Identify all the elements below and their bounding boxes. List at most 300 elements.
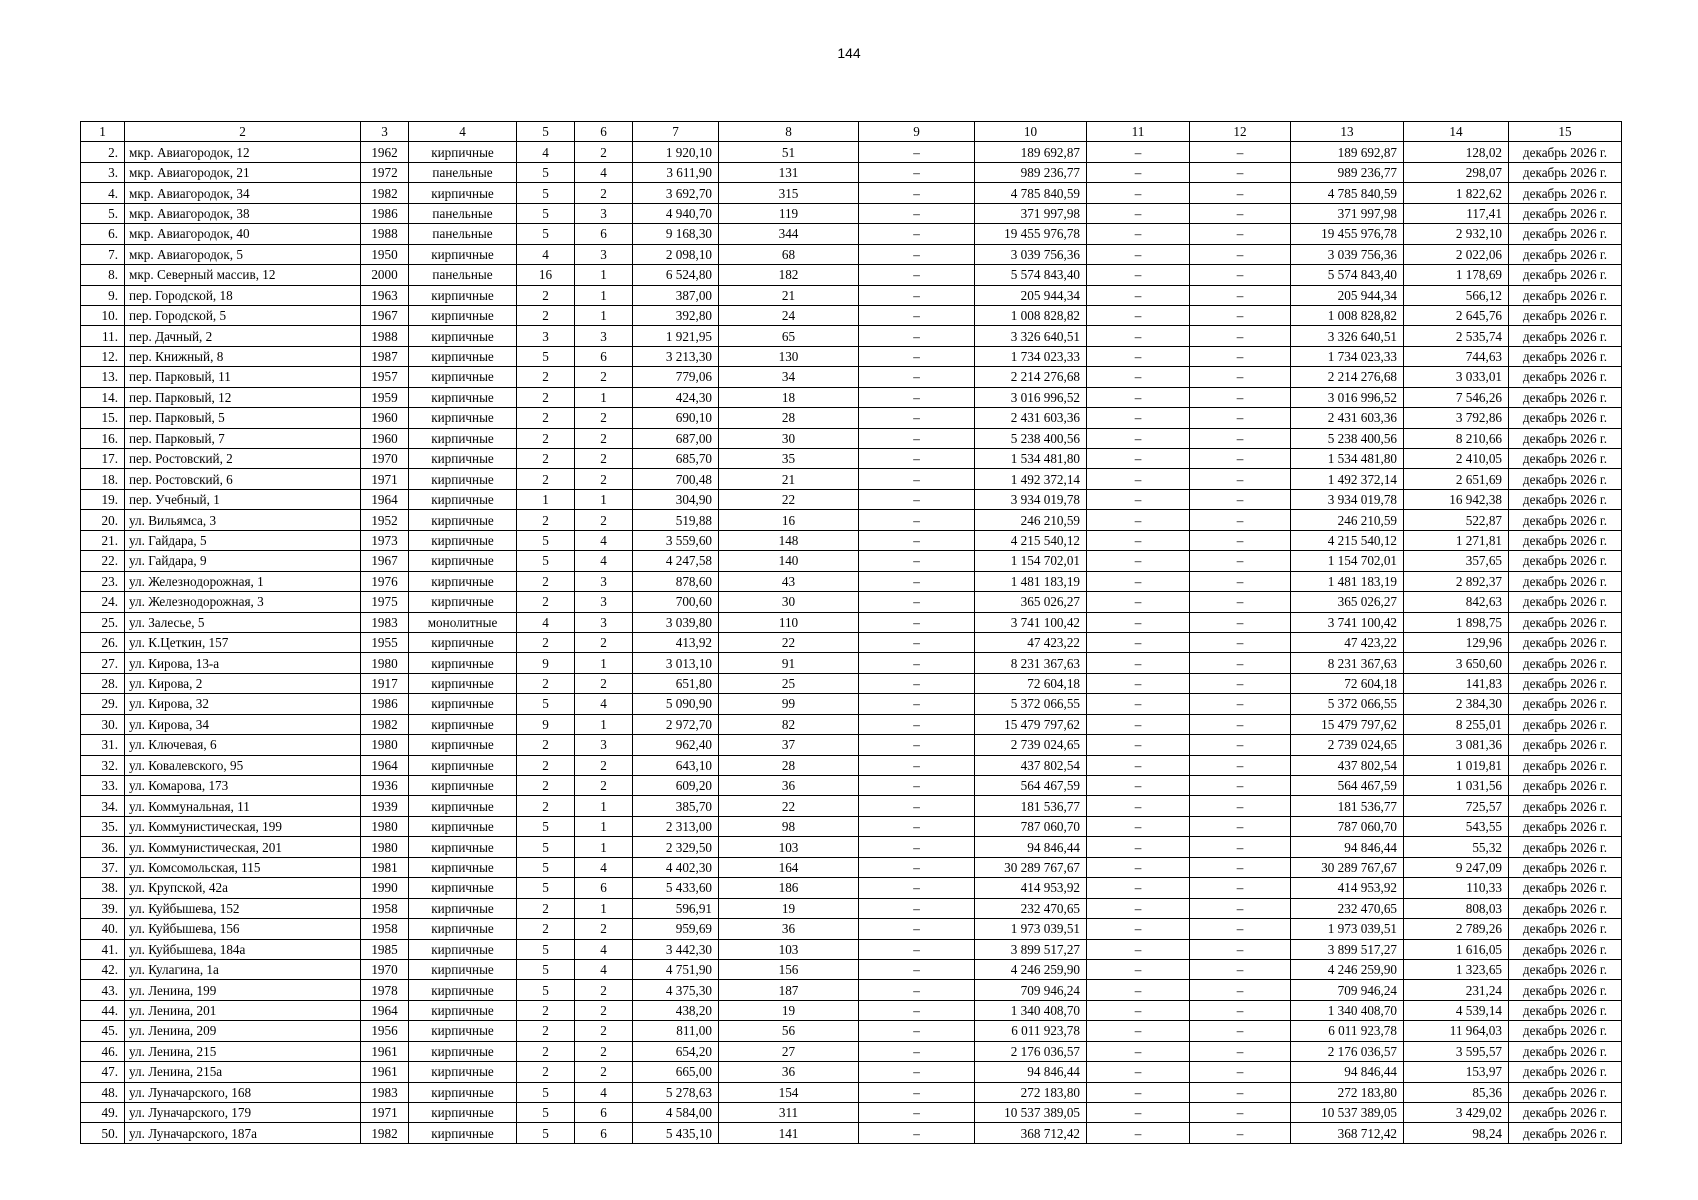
cell-year-built: 1958 bbox=[361, 898, 409, 918]
cell-deadline: декабрь 2026 г. bbox=[1509, 387, 1622, 407]
cell-col-12: – bbox=[1190, 183, 1291, 203]
cell-cost-total: 3 741 100,42 bbox=[975, 612, 1087, 632]
table-row bbox=[81, 551, 1622, 571]
cell-col-9: – bbox=[859, 305, 975, 325]
cell-col-12: – bbox=[1190, 408, 1291, 428]
cell-area: 3 442,30 bbox=[633, 939, 719, 959]
cell-year-built: 1980 bbox=[361, 653, 409, 673]
cell-col-9: – bbox=[859, 959, 975, 979]
cell-area: 4 402,30 bbox=[633, 857, 719, 877]
cell-area: 5 278,63 bbox=[633, 1082, 719, 1102]
cell-entrances: 4 bbox=[575, 551, 633, 571]
cell-col-11: – bbox=[1087, 305, 1190, 325]
table-row bbox=[81, 203, 1622, 223]
cell-area: 959,69 bbox=[633, 919, 719, 939]
cell-cost-final: 181 536,77 bbox=[1291, 796, 1404, 816]
cell-entrances: 2 bbox=[575, 510, 633, 530]
cell-residents: 36 bbox=[719, 776, 859, 796]
cell-floors: 5 bbox=[517, 551, 575, 571]
cell-floors: 5 bbox=[517, 857, 575, 877]
table-row bbox=[81, 755, 1622, 775]
cell-cost-total: 94 846,44 bbox=[975, 1062, 1087, 1082]
cell-area: 3 039,80 bbox=[633, 612, 719, 632]
cell-address: ул. Ленина, 215а bbox=[125, 1062, 361, 1082]
cell-year-built: 1982 bbox=[361, 1123, 409, 1143]
cell-wall-material: монолитные bbox=[409, 612, 517, 632]
cell-col-9: – bbox=[859, 428, 975, 448]
cell-col-12: – bbox=[1190, 837, 1291, 857]
cell-year-built: 1970 bbox=[361, 449, 409, 469]
cell-cost-per-unit: 141,83 bbox=[1404, 673, 1509, 693]
cell-wall-material: кирпичные bbox=[409, 428, 517, 448]
cell-wall-material: кирпичные bbox=[409, 551, 517, 571]
cell-deadline: декабрь 2026 г. bbox=[1509, 878, 1622, 898]
cell-cost-per-unit: 1 019,81 bbox=[1404, 755, 1509, 775]
cell-floors: 5 bbox=[517, 183, 575, 203]
cell-deadline: декабрь 2026 г. bbox=[1509, 1000, 1622, 1020]
cell-residents: 103 bbox=[719, 837, 859, 857]
cell-deadline: декабрь 2026 г. bbox=[1509, 592, 1622, 612]
cell-address: ул. Кирова, 32 bbox=[125, 694, 361, 714]
cell-row-index: 49. bbox=[81, 1103, 125, 1123]
cell-area: 3 692,70 bbox=[633, 183, 719, 203]
cell-col-11: – bbox=[1087, 408, 1190, 428]
cell-col-9: – bbox=[859, 367, 975, 387]
table-row bbox=[81, 1000, 1622, 1020]
cell-residents: 19 bbox=[719, 898, 859, 918]
cell-year-built: 1985 bbox=[361, 939, 409, 959]
cell-floors: 5 bbox=[517, 694, 575, 714]
cell-col-9: – bbox=[859, 265, 975, 285]
cell-entrances: 1 bbox=[575, 387, 633, 407]
cell-col-12: – bbox=[1190, 510, 1291, 530]
cell-col-11: – bbox=[1087, 653, 1190, 673]
table-row bbox=[81, 1021, 1622, 1041]
cell-entrances: 1 bbox=[575, 653, 633, 673]
cell-cost-per-unit: 1 271,81 bbox=[1404, 530, 1509, 550]
cell-deadline: декабрь 2026 г. bbox=[1509, 653, 1622, 673]
cell-cost-final: 3 326 640,51 bbox=[1291, 326, 1404, 346]
cell-col-11: – bbox=[1087, 1000, 1190, 1020]
cell-area: 5 435,10 bbox=[633, 1123, 719, 1143]
cell-col-11: – bbox=[1087, 837, 1190, 857]
cell-col-11: – bbox=[1087, 387, 1190, 407]
cell-col-12: – bbox=[1190, 632, 1291, 652]
cell-residents: 37 bbox=[719, 735, 859, 755]
cell-address: мкр. Авиагородок, 21 bbox=[125, 162, 361, 182]
cell-area: 4 247,58 bbox=[633, 551, 719, 571]
cell-col-9: – bbox=[859, 592, 975, 612]
cell-deadline: декабрь 2026 г. bbox=[1509, 755, 1622, 775]
cell-address: ул. Комарова, 173 bbox=[125, 776, 361, 796]
cell-cost-per-unit: 2 410,05 bbox=[1404, 449, 1509, 469]
cell-deadline: декабрь 2026 г. bbox=[1509, 1021, 1622, 1041]
cell-deadline: декабрь 2026 г. bbox=[1509, 673, 1622, 693]
cell-address: ул. Ковалевского, 95 bbox=[125, 755, 361, 775]
cell-wall-material: кирпичные bbox=[409, 1082, 517, 1102]
cell-row-index: 33. bbox=[81, 776, 125, 796]
cell-floors: 9 bbox=[517, 653, 575, 673]
cell-cost-final: 3 899 517,27 bbox=[1291, 939, 1404, 959]
cell-row-index: 38. bbox=[81, 878, 125, 898]
cell-col-9: – bbox=[859, 1021, 975, 1041]
cell-residents: 36 bbox=[719, 1062, 859, 1082]
cell-residents: 140 bbox=[719, 551, 859, 571]
cell-cost-final: 365 026,27 bbox=[1291, 592, 1404, 612]
cell-col-11: – bbox=[1087, 694, 1190, 714]
cell-deadline: декабрь 2026 г. bbox=[1509, 735, 1622, 755]
cell-entrances: 3 bbox=[575, 203, 633, 223]
cell-cost-per-unit: 2 651,69 bbox=[1404, 469, 1509, 489]
cell-cost-total: 2 176 036,57 bbox=[975, 1041, 1087, 1061]
cell-cost-total: 3 934 019,78 bbox=[975, 489, 1087, 509]
cell-area: 3 013,10 bbox=[633, 653, 719, 673]
cell-wall-material: кирпичные bbox=[409, 305, 517, 325]
cell-year-built: 1962 bbox=[361, 142, 409, 162]
cell-residents: 131 bbox=[719, 162, 859, 182]
cell-wall-material: кирпичные bbox=[409, 1021, 517, 1041]
cell-address: ул. Ленина, 215 bbox=[125, 1041, 361, 1061]
table-row bbox=[81, 571, 1622, 591]
cell-entrances: 4 bbox=[575, 857, 633, 877]
cell-row-index: 14. bbox=[81, 387, 125, 407]
cell-address: пер. Городской, 5 bbox=[125, 305, 361, 325]
cell-col-11: – bbox=[1087, 857, 1190, 877]
table-row bbox=[81, 1103, 1622, 1123]
cell-residents: 103 bbox=[719, 939, 859, 959]
cell-floors: 9 bbox=[517, 714, 575, 734]
cell-floors: 2 bbox=[517, 1021, 575, 1041]
cell-address: ул. Луначарского, 187а bbox=[125, 1123, 361, 1143]
cell-year-built: 1976 bbox=[361, 571, 409, 591]
cell-deadline: декабрь 2026 г. bbox=[1509, 408, 1622, 428]
cell-wall-material: панельные bbox=[409, 162, 517, 182]
cell-floors: 5 bbox=[517, 203, 575, 223]
cell-area: 9 168,30 bbox=[633, 224, 719, 244]
cell-row-index: 41. bbox=[81, 939, 125, 959]
cell-entrances: 2 bbox=[575, 408, 633, 428]
cell-wall-material: кирпичные bbox=[409, 183, 517, 203]
table-row bbox=[81, 1041, 1622, 1061]
cell-col-12: – bbox=[1190, 428, 1291, 448]
cell-address: ул. Ленина, 201 bbox=[125, 1000, 361, 1020]
cell-col-12: – bbox=[1190, 469, 1291, 489]
cell-area: 2 972,70 bbox=[633, 714, 719, 734]
cell-col-11: – bbox=[1087, 244, 1190, 264]
cell-cost-total: 6 011 923,78 bbox=[975, 1021, 1087, 1041]
cell-wall-material: кирпичные bbox=[409, 735, 517, 755]
cell-col-11: – bbox=[1087, 510, 1190, 530]
cell-deadline: декабрь 2026 г. bbox=[1509, 551, 1622, 571]
cell-cost-final: 1 154 702,01 bbox=[1291, 551, 1404, 571]
cell-wall-material: кирпичные bbox=[409, 367, 517, 387]
cell-address: ул. Коммунистическая, 199 bbox=[125, 816, 361, 836]
cell-area: 4 375,30 bbox=[633, 980, 719, 1000]
cell-wall-material: кирпичные bbox=[409, 673, 517, 693]
cell-address: пер. Парковый, 5 bbox=[125, 408, 361, 428]
cell-cost-per-unit: 725,57 bbox=[1404, 796, 1509, 816]
cell-residents: 30 bbox=[719, 592, 859, 612]
table-row bbox=[81, 428, 1622, 448]
cell-year-built: 1986 bbox=[361, 694, 409, 714]
cell-col-12: – bbox=[1190, 449, 1291, 469]
cell-col-9: – bbox=[859, 1000, 975, 1020]
cell-cost-per-unit: 8 255,01 bbox=[1404, 714, 1509, 734]
cell-floors: 4 bbox=[517, 244, 575, 264]
cell-col-11: – bbox=[1087, 449, 1190, 469]
cell-year-built: 2000 bbox=[361, 265, 409, 285]
cell-address: ул. Ленина, 199 bbox=[125, 980, 361, 1000]
cell-cost-total: 3 016 996,52 bbox=[975, 387, 1087, 407]
cell-col-12: – bbox=[1190, 551, 1291, 571]
cell-address: мкр. Северный массив, 12 bbox=[125, 265, 361, 285]
cell-row-index: 45. bbox=[81, 1021, 125, 1041]
cell-col-11: – bbox=[1087, 898, 1190, 918]
cell-cost-total: 5 238 400,56 bbox=[975, 428, 1087, 448]
cell-col-12: – bbox=[1190, 612, 1291, 632]
cell-wall-material: кирпичные bbox=[409, 776, 517, 796]
cell-col-11: – bbox=[1087, 1123, 1190, 1143]
cell-cost-final: 6 011 923,78 bbox=[1291, 1021, 1404, 1041]
cell-floors: 3 bbox=[517, 326, 575, 346]
cell-cost-final: 47 423,22 bbox=[1291, 632, 1404, 652]
cell-cost-final: 15 479 797,62 bbox=[1291, 714, 1404, 734]
cell-entrances: 2 bbox=[575, 632, 633, 652]
cell-floors: 2 bbox=[517, 428, 575, 448]
cell-year-built: 1959 bbox=[361, 387, 409, 407]
cell-deadline: декабрь 2026 г. bbox=[1509, 980, 1622, 1000]
cell-cost-total: 1 008 828,82 bbox=[975, 305, 1087, 325]
cell-address: ул. Кулагина, 1а bbox=[125, 959, 361, 979]
cell-cost-final: 189 692,87 bbox=[1291, 142, 1404, 162]
cell-address: ул. Куйбышева, 184а bbox=[125, 939, 361, 959]
cell-cost-final: 709 946,24 bbox=[1291, 980, 1404, 1000]
cell-residents: 91 bbox=[719, 653, 859, 673]
cell-col-11: – bbox=[1087, 1103, 1190, 1123]
cell-residents: 21 bbox=[719, 285, 859, 305]
cell-residents: 344 bbox=[719, 224, 859, 244]
table-row bbox=[81, 898, 1622, 918]
cell-entrances: 4 bbox=[575, 162, 633, 182]
cell-cost-final: 4 246 259,90 bbox=[1291, 959, 1404, 979]
cell-entrances: 2 bbox=[575, 1062, 633, 1082]
cell-area: 304,90 bbox=[633, 489, 719, 509]
cell-col-9: – bbox=[859, 980, 975, 1000]
cell-year-built: 1961 bbox=[361, 1062, 409, 1082]
table-row bbox=[81, 367, 1622, 387]
cell-col-11: – bbox=[1087, 632, 1190, 652]
cell-col-9: – bbox=[859, 510, 975, 530]
cell-col-9: – bbox=[859, 449, 975, 469]
cell-wall-material: кирпичные bbox=[409, 530, 517, 550]
cell-floors: 5 bbox=[517, 224, 575, 244]
cell-year-built: 1967 bbox=[361, 305, 409, 325]
table-row bbox=[81, 1082, 1622, 1102]
cell-cost-total: 564 467,59 bbox=[975, 776, 1087, 796]
cell-cost-final: 2 739 024,65 bbox=[1291, 735, 1404, 755]
cell-col-12: – bbox=[1190, 653, 1291, 673]
cell-deadline: декабрь 2026 г. bbox=[1509, 489, 1622, 509]
cell-row-index: 40. bbox=[81, 919, 125, 939]
cell-col-12: – bbox=[1190, 755, 1291, 775]
cell-year-built: 1964 bbox=[361, 1000, 409, 1020]
cell-col-11: – bbox=[1087, 203, 1190, 223]
cell-col-11: – bbox=[1087, 959, 1190, 979]
cell-col-11: – bbox=[1087, 735, 1190, 755]
cell-col-12: – bbox=[1190, 571, 1291, 591]
column-number-cell: 12 bbox=[1190, 122, 1291, 142]
cell-col-9: – bbox=[859, 203, 975, 223]
cell-area: 3 611,90 bbox=[633, 162, 719, 182]
cell-col-9: – bbox=[859, 326, 975, 346]
cell-col-9: – bbox=[859, 1123, 975, 1143]
cell-col-9: – bbox=[859, 1041, 975, 1061]
cell-cost-per-unit: 98,24 bbox=[1404, 1123, 1509, 1143]
cell-col-11: – bbox=[1087, 592, 1190, 612]
cell-year-built: 1971 bbox=[361, 469, 409, 489]
cell-residents: 119 bbox=[719, 203, 859, 223]
cell-cost-total: 368 712,42 bbox=[975, 1123, 1087, 1143]
cell-cost-total: 205 944,34 bbox=[975, 285, 1087, 305]
cell-area: 2 098,10 bbox=[633, 244, 719, 264]
cell-cost-per-unit: 2 022,06 bbox=[1404, 244, 1509, 264]
cell-wall-material: кирпичные bbox=[409, 1123, 517, 1143]
cell-cost-per-unit: 543,55 bbox=[1404, 816, 1509, 836]
cell-cost-per-unit: 55,32 bbox=[1404, 837, 1509, 857]
cell-cost-final: 414 953,92 bbox=[1291, 878, 1404, 898]
cell-cost-total: 2 214 276,68 bbox=[975, 367, 1087, 387]
cell-wall-material: кирпичные bbox=[409, 1000, 517, 1020]
cell-floors: 2 bbox=[517, 367, 575, 387]
cell-deadline: декабрь 2026 г. bbox=[1509, 469, 1622, 489]
cell-residents: 43 bbox=[719, 571, 859, 591]
cell-wall-material: кирпичные bbox=[409, 939, 517, 959]
cell-col-9: – bbox=[859, 408, 975, 428]
cell-residents: 187 bbox=[719, 980, 859, 1000]
cell-entrances: 4 bbox=[575, 959, 633, 979]
cell-entrances: 1 bbox=[575, 489, 633, 509]
table-row bbox=[81, 980, 1622, 1000]
cell-cost-final: 4 785 840,59 bbox=[1291, 183, 1404, 203]
cell-col-12: – bbox=[1190, 1000, 1291, 1020]
cell-entrances: 1 bbox=[575, 285, 633, 305]
cell-address: ул. Коммунистическая, 201 bbox=[125, 837, 361, 857]
cell-deadline: декабрь 2026 г. bbox=[1509, 1103, 1622, 1123]
cell-floors: 5 bbox=[517, 837, 575, 857]
cell-residents: 182 bbox=[719, 265, 859, 285]
cell-col-12: – bbox=[1190, 919, 1291, 939]
housing-registry-table bbox=[80, 121, 1622, 1144]
cell-cost-final: 3 741 100,42 bbox=[1291, 612, 1404, 632]
cell-year-built: 1939 bbox=[361, 796, 409, 816]
cell-address: ул. Ключевая, 6 bbox=[125, 735, 361, 755]
cell-row-index: 6. bbox=[81, 224, 125, 244]
cell-deadline: декабрь 2026 г. bbox=[1509, 837, 1622, 857]
cell-address: ул. Железнодорожная, 3 bbox=[125, 592, 361, 612]
cell-deadline: декабрь 2026 г. bbox=[1509, 203, 1622, 223]
cell-cost-final: 246 210,59 bbox=[1291, 510, 1404, 530]
cell-floors: 2 bbox=[517, 571, 575, 591]
cell-year-built: 1986 bbox=[361, 203, 409, 223]
cell-deadline: декабрь 2026 г. bbox=[1509, 530, 1622, 550]
table-row bbox=[81, 939, 1622, 959]
cell-cost-per-unit: 1 898,75 bbox=[1404, 612, 1509, 632]
cell-cost-final: 3 016 996,52 bbox=[1291, 387, 1404, 407]
cell-col-12: – bbox=[1190, 776, 1291, 796]
cell-cost-total: 5 574 843,40 bbox=[975, 265, 1087, 285]
cell-row-index: 34. bbox=[81, 796, 125, 816]
cell-cost-per-unit: 2 384,30 bbox=[1404, 694, 1509, 714]
cell-area: 3 213,30 bbox=[633, 346, 719, 366]
cell-col-12: – bbox=[1190, 714, 1291, 734]
column-number-cell: 11 bbox=[1087, 122, 1190, 142]
cell-year-built: 1982 bbox=[361, 183, 409, 203]
cell-cost-per-unit: 2 932,10 bbox=[1404, 224, 1509, 244]
cell-cost-total: 272 183,80 bbox=[975, 1082, 1087, 1102]
cell-area: 4 940,70 bbox=[633, 203, 719, 223]
cell-col-9: – bbox=[859, 857, 975, 877]
cell-deadline: декабрь 2026 г. bbox=[1509, 919, 1622, 939]
cell-residents: 141 bbox=[719, 1123, 859, 1143]
cell-row-index: 44. bbox=[81, 1000, 125, 1020]
cell-cost-per-unit: 129,96 bbox=[1404, 632, 1509, 652]
table-row bbox=[81, 408, 1622, 428]
cell-entrances: 3 bbox=[575, 326, 633, 346]
cell-wall-material: кирпичные bbox=[409, 469, 517, 489]
cell-col-11: – bbox=[1087, 1041, 1190, 1061]
cell-cost-final: 2 214 276,68 bbox=[1291, 367, 1404, 387]
cell-cost-final: 1 340 408,70 bbox=[1291, 1000, 1404, 1020]
cell-floors: 5 bbox=[517, 878, 575, 898]
cell-wall-material: кирпичные bbox=[409, 632, 517, 652]
cell-cost-per-unit: 3 033,01 bbox=[1404, 367, 1509, 387]
cell-floors: 2 bbox=[517, 1000, 575, 1020]
cell-deadline: декабрь 2026 г. bbox=[1509, 326, 1622, 346]
cell-area: 1 921,95 bbox=[633, 326, 719, 346]
cell-cost-per-unit: 3 650,60 bbox=[1404, 653, 1509, 673]
cell-cost-final: 989 236,77 bbox=[1291, 162, 1404, 182]
cell-entrances: 2 bbox=[575, 980, 633, 1000]
cell-entrances: 6 bbox=[575, 1103, 633, 1123]
cell-col-12: – bbox=[1190, 346, 1291, 366]
cell-floors: 5 bbox=[517, 530, 575, 550]
cell-address: ул. Кирова, 13-а bbox=[125, 653, 361, 673]
cell-row-index: 12. bbox=[81, 346, 125, 366]
cell-deadline: декабрь 2026 г. bbox=[1509, 857, 1622, 877]
cell-cost-total: 19 455 976,78 bbox=[975, 224, 1087, 244]
cell-entrances: 2 bbox=[575, 449, 633, 469]
cell-year-built: 1983 bbox=[361, 1082, 409, 1102]
cell-col-11: – bbox=[1087, 1062, 1190, 1082]
cell-address: ул. Куйбышева, 156 bbox=[125, 919, 361, 939]
cell-address: ул. Залесье, 5 bbox=[125, 612, 361, 632]
cell-cost-per-unit: 1 323,65 bbox=[1404, 959, 1509, 979]
cell-year-built: 1988 bbox=[361, 224, 409, 244]
cell-cost-per-unit: 7 546,26 bbox=[1404, 387, 1509, 407]
cell-residents: 56 bbox=[719, 1021, 859, 1041]
column-number-cell: 13 bbox=[1291, 122, 1404, 142]
cell-deadline: декабрь 2026 г. bbox=[1509, 776, 1622, 796]
cell-year-built: 1960 bbox=[361, 428, 409, 448]
cell-floors: 2 bbox=[517, 898, 575, 918]
cell-wall-material: кирпичные bbox=[409, 878, 517, 898]
cell-col-9: – bbox=[859, 837, 975, 857]
cell-cost-per-unit: 117,41 bbox=[1404, 203, 1509, 223]
cell-row-index: 29. bbox=[81, 694, 125, 714]
cell-cost-per-unit: 3 792,86 bbox=[1404, 408, 1509, 428]
cell-col-11: – bbox=[1087, 796, 1190, 816]
cell-wall-material: кирпичные bbox=[409, 1103, 517, 1123]
